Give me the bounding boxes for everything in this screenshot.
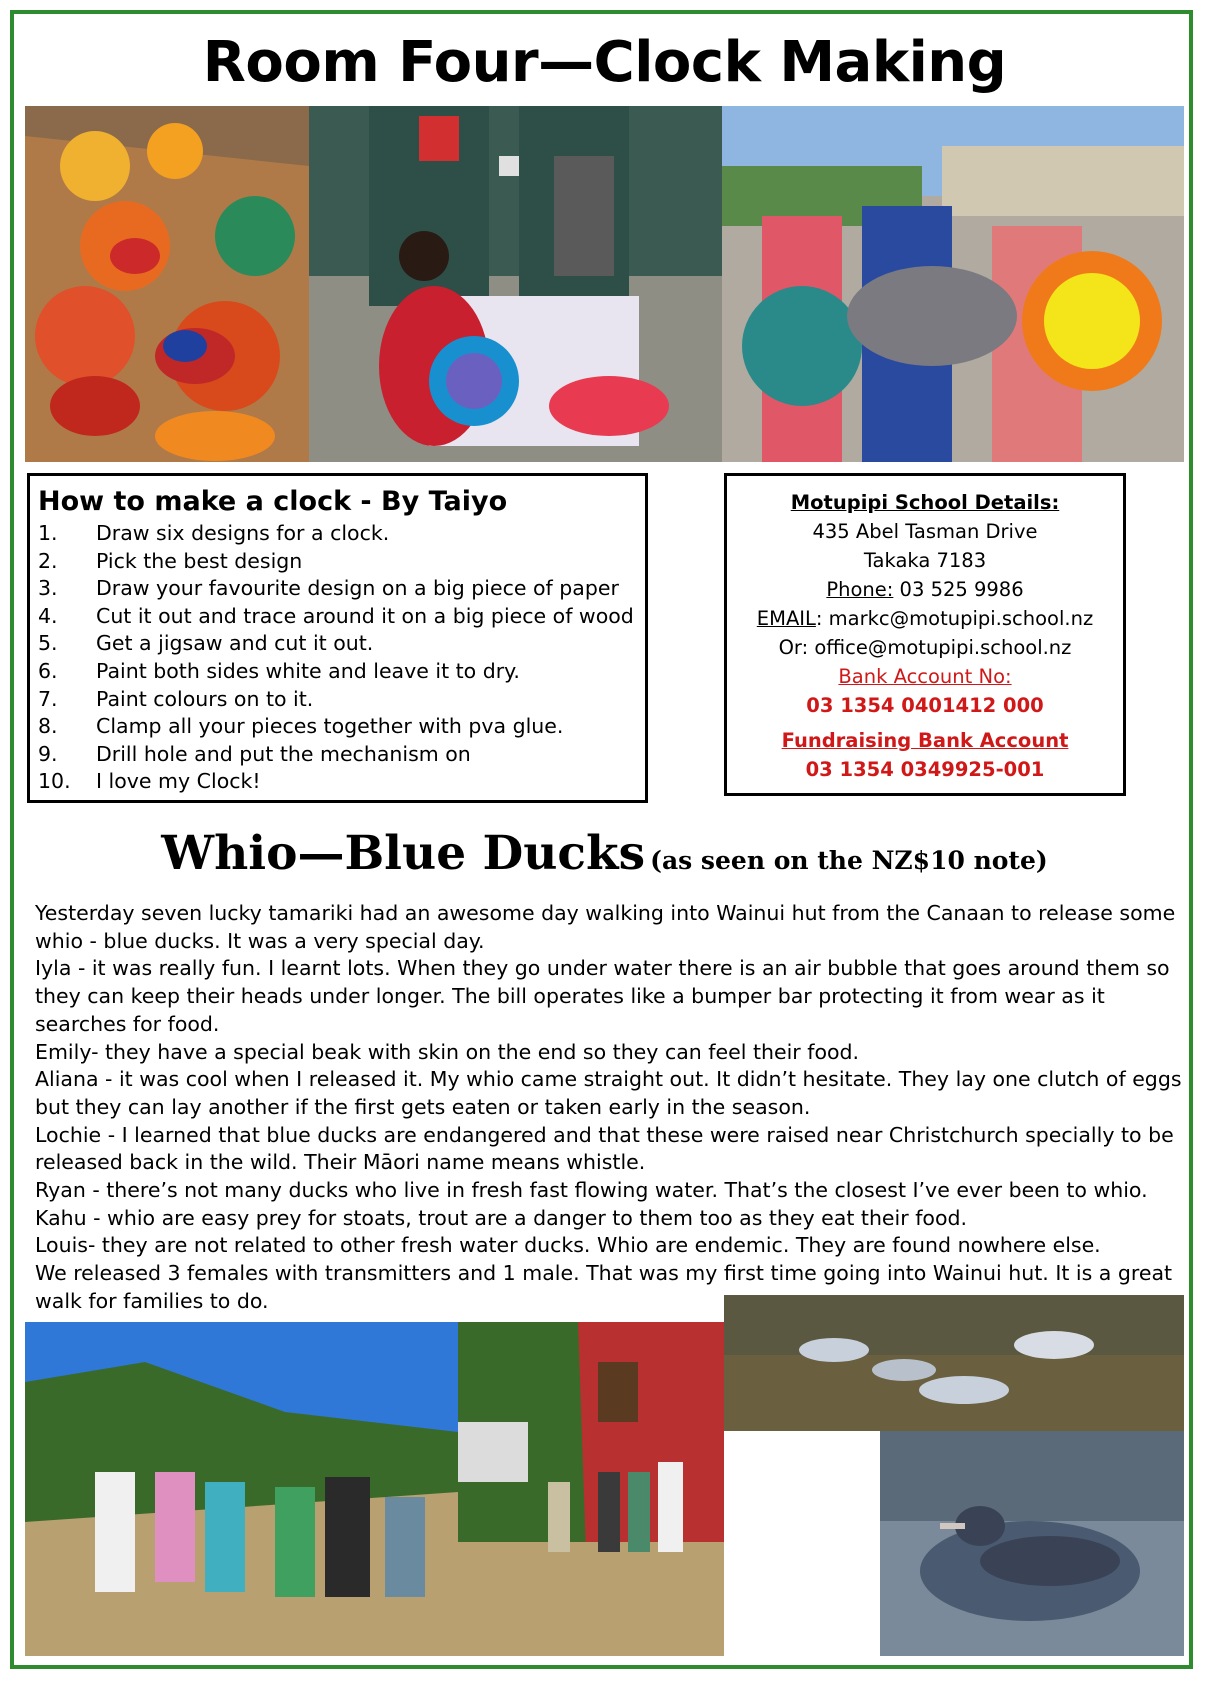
article-body bbox=[35, 900, 1185, 1316]
school-email-alt[interactable]: Or: office@motupipi.school.nz bbox=[778, 636, 1072, 659]
howto-step: 6. Paint both sides white and leave it to dry. bbox=[38, 658, 520, 683]
photo-children-painting bbox=[309, 106, 722, 462]
bank-account-number: 03 1354 0401412 000 bbox=[806, 694, 1044, 717]
howto-box bbox=[27, 473, 648, 803]
school-town: Takaka 7183 bbox=[863, 549, 987, 572]
howto-step: 10. I love my Clock! bbox=[38, 769, 261, 794]
howto-title: How to make a clock - By Taiyo bbox=[38, 486, 508, 517]
photo-blue-duck bbox=[880, 1431, 1184, 1656]
howto-step: 3. Draw your favourite design on a big piece of paper bbox=[38, 576, 619, 601]
article-paragraph: Ryan - there’s not many ducks who live in fresh fast flowing water. That’s the closest I’ve ever been to whio. bbox=[35, 1178, 1148, 1203]
photo-group-on-hill bbox=[25, 1322, 458, 1656]
article-paragraph: Yesterday seven lucky tamariki had an awesome day walking into Wainui hut from the Canaan to release some whio - blue ducks. It was a very special day. bbox=[35, 901, 1176, 953]
photo-children-with-clocks bbox=[722, 106, 1184, 462]
page-title: Room Four—Clock Making bbox=[202, 30, 1007, 95]
fundraising-account-number: 03 1354 0349925-001 bbox=[805, 758, 1045, 781]
howto-step: 4. Cut it out and trace around it on a big piece of wood bbox=[38, 603, 634, 628]
photo-ducks-in-water bbox=[724, 1295, 1184, 1431]
howto-step: 1. Draw six designs for a clock. bbox=[38, 521, 390, 545]
howto-step: 9. Drill hole and put the mechanism on bbox=[38, 741, 471, 766]
section-title bbox=[0, 826, 1209, 881]
photo-painted-rocks bbox=[25, 106, 309, 462]
article-paragraph: Kahu - whio are easy prey for stoats, trout are a danger to them too as they eat their food. bbox=[35, 1205, 968, 1230]
howto-step: 7. Paint colours on to it. bbox=[38, 686, 314, 711]
school-details-heading: Motupipi School Details: bbox=[790, 491, 1060, 514]
school-details-box bbox=[724, 473, 1126, 796]
howto-step: 2. Pick the best design bbox=[38, 548, 303, 573]
howto-step: 5. Get a jigsaw and cut it out. bbox=[38, 631, 374, 656]
section-title-subtitle: (as seen on the NZ$10 note) bbox=[650, 846, 1048, 875]
article-paragraph: Aliana - it was cool when I released it. My whio came straight out. It didn’t hesitate. They lay one clutch of eggs but they can lay another if the first gets eaten or taken early in the season. bbox=[35, 1067, 1182, 1119]
school-phone: Phone: 03 525 9986 bbox=[826, 578, 1024, 601]
howto-step: 8. Clamp all your pieces together with pva glue. bbox=[38, 714, 564, 739]
school-email[interactable]: EMAIL: markc@motupipi.school.nz bbox=[756, 607, 1094, 630]
article-paragraph: We released 3 females with transmitters and 1 male. That was my first time going into Wainui hut. It is a great walk for families to do. bbox=[35, 1261, 1173, 1313]
article-paragraph: Lochie - I learned that blue ducks are endangered and that these were raised near Christchurch specially to be released back in the wild. Their Māori name means whistle. bbox=[35, 1122, 1174, 1175]
article-paragraph: Iyla - it was really fun. I learnt lots. When they go under water there is an air bubble that goes around them so they can keep their heads under longer. The bill operates like a bumper bar protecting it from wear as it searches for food. bbox=[35, 956, 1170, 1036]
bank-account-label: Bank Account No: bbox=[838, 665, 1012, 688]
fundraising-account-label: Fundraising Bank Account bbox=[781, 729, 1069, 752]
article-paragraph: Louis- they are not related to other fresh water ducks. Whio are endemic. They are found nowhere else. bbox=[35, 1233, 1101, 1258]
photo-group-at-hut bbox=[458, 1322, 724, 1656]
school-address: 435 Abel Tasman Drive bbox=[812, 520, 1038, 543]
section-title-main: Whio—Blue Ducks bbox=[161, 826, 646, 881]
article-paragraph: Emily- they have a special beak with skin on the end so they can feel their food. bbox=[35, 1039, 860, 1064]
